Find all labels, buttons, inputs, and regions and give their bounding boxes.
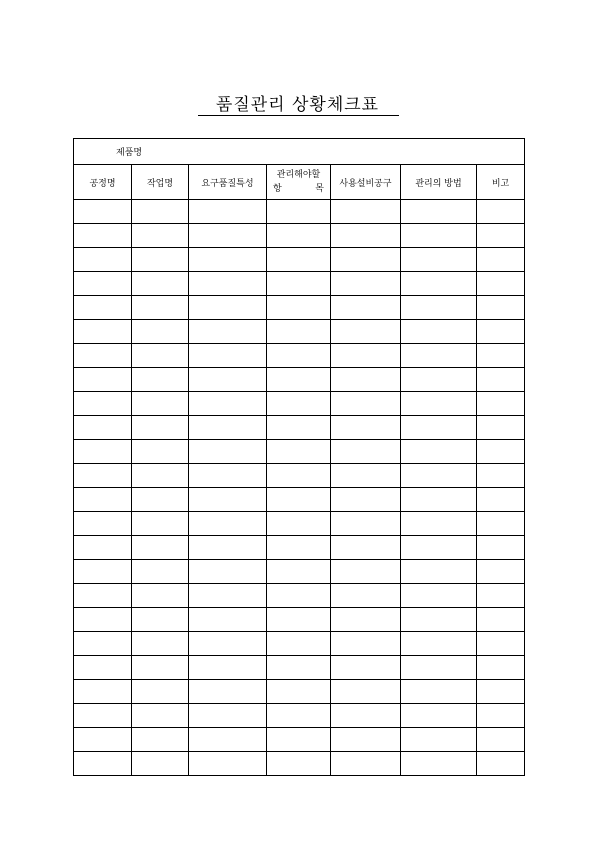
- cell-equipment[interactable]: [331, 752, 401, 776]
- cell-equipment[interactable]: [331, 560, 401, 584]
- cell-method[interactable]: [401, 440, 477, 464]
- cell-task[interactable]: [132, 632, 189, 656]
- cell-process[interactable]: [74, 680, 132, 704]
- cell-items-to-manage[interactable]: [267, 200, 331, 224]
- cell-process[interactable]: [74, 392, 132, 416]
- cell-method[interactable]: [401, 464, 477, 488]
- cell-method[interactable]: [401, 320, 477, 344]
- cell-equipment[interactable]: [331, 200, 401, 224]
- cell-method[interactable]: [401, 248, 477, 272]
- table-row: [74, 656, 525, 680]
- cell-task[interactable]: [132, 464, 189, 488]
- cell-process[interactable]: [74, 608, 132, 632]
- table-row: [74, 680, 525, 704]
- table-row: [74, 368, 525, 392]
- cell-required-quality[interactable]: [189, 272, 267, 296]
- cell-remarks[interactable]: [477, 512, 525, 536]
- header-task: 작업명: [132, 165, 189, 200]
- cell-method[interactable]: [401, 704, 477, 728]
- cell-equipment[interactable]: [331, 608, 401, 632]
- cell-remarks[interactable]: [477, 416, 525, 440]
- cell-method[interactable]: [401, 296, 477, 320]
- table-row: [74, 200, 525, 224]
- cell-process[interactable]: [74, 584, 132, 608]
- cell-items-to-manage[interactable]: [267, 272, 331, 296]
- cell-required-quality[interactable]: [189, 200, 267, 224]
- cell-task[interactable]: [132, 248, 189, 272]
- cell-equipment[interactable]: [331, 488, 401, 512]
- cell-method[interactable]: [401, 224, 477, 248]
- cell-items-to-manage[interactable]: [267, 320, 331, 344]
- header-equipment: 사용설비공구: [331, 165, 401, 200]
- cell-required-quality[interactable]: [189, 488, 267, 512]
- cell-task[interactable]: [132, 440, 189, 464]
- cell-task[interactable]: [132, 560, 189, 584]
- cell-items-to-manage[interactable]: [267, 752, 331, 776]
- cell-task[interactable]: [132, 656, 189, 680]
- cell-task[interactable]: [132, 680, 189, 704]
- cell-required-quality[interactable]: [189, 680, 267, 704]
- cell-remarks[interactable]: [477, 680, 525, 704]
- cell-remarks[interactable]: [477, 272, 525, 296]
- cell-required-quality[interactable]: [189, 416, 267, 440]
- cell-equipment[interactable]: [331, 344, 401, 368]
- cell-process[interactable]: [74, 416, 132, 440]
- cell-process[interactable]: [74, 488, 132, 512]
- cell-method[interactable]: [401, 200, 477, 224]
- product-name-row: [74, 139, 525, 165]
- cell-process[interactable]: [74, 272, 132, 296]
- cell-task[interactable]: [132, 728, 189, 752]
- table-row: [74, 320, 525, 344]
- cell-process[interactable]: [74, 368, 132, 392]
- table-row: [74, 752, 525, 776]
- header-process: 공정명: [74, 165, 132, 200]
- cell-remarks[interactable]: [477, 488, 525, 512]
- cell-items-to-manage[interactable]: [267, 464, 331, 488]
- cell-remarks[interactable]: [477, 584, 525, 608]
- cell-items-to-manage[interactable]: [267, 656, 331, 680]
- cell-method[interactable]: [401, 632, 477, 656]
- cell-items-to-manage[interactable]: [267, 560, 331, 584]
- cell-remarks[interactable]: [477, 632, 525, 656]
- cell-required-quality[interactable]: [189, 512, 267, 536]
- cell-required-quality[interactable]: [189, 368, 267, 392]
- cell-required-quality[interactable]: [189, 344, 267, 368]
- cell-equipment[interactable]: [331, 656, 401, 680]
- cell-process[interactable]: [74, 632, 132, 656]
- header-required-quality: 요구품질특성: [189, 165, 267, 200]
- cell-task[interactable]: [132, 200, 189, 224]
- table-row: [74, 560, 525, 584]
- cell-remarks[interactable]: [477, 728, 525, 752]
- cell-remarks[interactable]: [477, 200, 525, 224]
- cell-required-quality[interactable]: [189, 536, 267, 560]
- cell-task[interactable]: [132, 224, 189, 248]
- cell-remarks[interactable]: [477, 752, 525, 776]
- cell-remarks[interactable]: [477, 608, 525, 632]
- cell-items-to-manage[interactable]: [267, 296, 331, 320]
- table-row: [74, 416, 525, 440]
- cell-items-to-manage[interactable]: [267, 632, 331, 656]
- table-row: [74, 632, 525, 656]
- cell-task[interactable]: [132, 392, 189, 416]
- cell-process[interactable]: [74, 320, 132, 344]
- cell-process[interactable]: [74, 656, 132, 680]
- cell-remarks[interactable]: [477, 248, 525, 272]
- cell-task[interactable]: [132, 368, 189, 392]
- cell-items-to-manage[interactable]: [267, 584, 331, 608]
- cell-method[interactable]: [401, 680, 477, 704]
- table-row: [74, 296, 525, 320]
- cell-items-to-manage[interactable]: [267, 728, 331, 752]
- cell-equipment[interactable]: [331, 680, 401, 704]
- table-row: [74, 728, 525, 752]
- header-items-line2-a: 항: [273, 184, 282, 194]
- cell-remarks[interactable]: [477, 440, 525, 464]
- cell-required-quality[interactable]: [189, 560, 267, 584]
- cell-method[interactable]: [401, 512, 477, 536]
- cell-method[interactable]: [401, 752, 477, 776]
- cell-required-quality[interactable]: [189, 224, 267, 248]
- cell-task[interactable]: [132, 752, 189, 776]
- cell-task[interactable]: [132, 272, 189, 296]
- cell-remarks[interactable]: [477, 560, 525, 584]
- cell-task[interactable]: [132, 488, 189, 512]
- cell-process[interactable]: [74, 440, 132, 464]
- cell-method[interactable]: [401, 560, 477, 584]
- table-row: [74, 440, 525, 464]
- cell-items-to-manage[interactable]: [267, 440, 331, 464]
- cell-remarks[interactable]: [477, 392, 525, 416]
- cell-equipment[interactable]: [331, 272, 401, 296]
- cell-items-to-manage[interactable]: [267, 224, 331, 248]
- table-row: [74, 344, 525, 368]
- table-row: [74, 272, 525, 296]
- cell-items-to-manage[interactable]: [267, 344, 331, 368]
- cell-equipment[interactable]: [331, 320, 401, 344]
- cell-process[interactable]: [74, 536, 132, 560]
- header-method: 관리의 방법: [401, 165, 477, 200]
- cell-task[interactable]: [132, 704, 189, 728]
- cell-equipment[interactable]: [331, 296, 401, 320]
- cell-remarks[interactable]: [477, 656, 525, 680]
- cell-items-to-manage[interactable]: [267, 512, 331, 536]
- cell-process[interactable]: [74, 728, 132, 752]
- table-row: [74, 392, 525, 416]
- cell-remarks[interactable]: [477, 464, 525, 488]
- cell-remarks[interactable]: [477, 368, 525, 392]
- cell-process[interactable]: [74, 296, 132, 320]
- header-items-to-manage: [267, 165, 331, 200]
- cell-required-quality[interactable]: [189, 656, 267, 680]
- cell-equipment[interactable]: [331, 416, 401, 440]
- cell-task[interactable]: [132, 320, 189, 344]
- table-row: [74, 512, 525, 536]
- cell-method[interactable]: [401, 584, 477, 608]
- cell-method[interactable]: [401, 272, 477, 296]
- product-name-label: 제품명: [116, 148, 143, 158]
- title-underline: [198, 115, 399, 116]
- cell-method[interactable]: [401, 344, 477, 368]
- cell-equipment[interactable]: [331, 704, 401, 728]
- cell-task[interactable]: [132, 296, 189, 320]
- cell-required-quality[interactable]: [189, 464, 267, 488]
- table-row: [74, 584, 525, 608]
- header-items-line1: 관리해야할: [276, 170, 321, 180]
- cell-process[interactable]: [74, 224, 132, 248]
- cell-method[interactable]: [401, 656, 477, 680]
- cell-items-to-manage[interactable]: [267, 536, 331, 560]
- cell-method[interactable]: [401, 488, 477, 512]
- cell-items-to-manage[interactable]: [267, 392, 331, 416]
- product-name-cell[interactable]: [74, 139, 525, 165]
- cell-method[interactable]: [401, 608, 477, 632]
- cell-required-quality[interactable]: [189, 752, 267, 776]
- cell-required-quality[interactable]: [189, 248, 267, 272]
- header-remarks: 비고: [477, 165, 525, 200]
- cell-equipment[interactable]: [331, 248, 401, 272]
- cell-method[interactable]: [401, 536, 477, 560]
- table-row: [74, 488, 525, 512]
- cell-required-quality[interactable]: [189, 632, 267, 656]
- table-row: [74, 536, 525, 560]
- cell-equipment[interactable]: [331, 632, 401, 656]
- cell-equipment[interactable]: [331, 224, 401, 248]
- cell-equipment[interactable]: [331, 728, 401, 752]
- cell-equipment[interactable]: [331, 536, 401, 560]
- cell-required-quality[interactable]: [189, 296, 267, 320]
- cell-remarks[interactable]: [477, 536, 525, 560]
- cell-required-quality[interactable]: [189, 440, 267, 464]
- cell-process[interactable]: [74, 200, 132, 224]
- cell-task[interactable]: [132, 344, 189, 368]
- cell-method[interactable]: [401, 392, 477, 416]
- cell-remarks[interactable]: [477, 320, 525, 344]
- header-row: [74, 165, 525, 200]
- cell-process[interactable]: [74, 248, 132, 272]
- cell-required-quality[interactable]: [189, 704, 267, 728]
- cell-required-quality[interactable]: [189, 584, 267, 608]
- cell-method[interactable]: [401, 728, 477, 752]
- cell-remarks[interactable]: [477, 344, 525, 368]
- cell-items-to-manage[interactable]: [267, 608, 331, 632]
- cell-equipment[interactable]: [331, 464, 401, 488]
- cell-task[interactable]: [132, 512, 189, 536]
- cell-required-quality[interactable]: [189, 320, 267, 344]
- cell-method[interactable]: [401, 368, 477, 392]
- cell-remarks[interactable]: [477, 224, 525, 248]
- cell-equipment[interactable]: [331, 440, 401, 464]
- cell-task[interactable]: [132, 536, 189, 560]
- cell-items-to-manage[interactable]: [267, 248, 331, 272]
- cell-process[interactable]: [74, 560, 132, 584]
- quality-check-table: [73, 138, 525, 776]
- cell-process[interactable]: [74, 752, 132, 776]
- cell-items-to-manage[interactable]: [267, 488, 331, 512]
- cell-equipment[interactable]: [331, 392, 401, 416]
- cell-required-quality[interactable]: [189, 608, 267, 632]
- table-row: [74, 704, 525, 728]
- header-items-line2: [267, 182, 330, 196]
- table-row: [74, 224, 525, 248]
- cell-items-to-manage[interactable]: [267, 680, 331, 704]
- cell-task[interactable]: [132, 584, 189, 608]
- cell-items-to-manage[interactable]: [267, 704, 331, 728]
- cell-task[interactable]: [132, 608, 189, 632]
- cell-equipment[interactable]: [331, 368, 401, 392]
- table-row: [74, 608, 525, 632]
- cell-process[interactable]: [74, 464, 132, 488]
- cell-process[interactable]: [74, 704, 132, 728]
- header-items-line2-b: 목: [315, 184, 324, 194]
- cell-equipment[interactable]: [331, 512, 401, 536]
- cell-required-quality[interactable]: [189, 392, 267, 416]
- cell-process[interactable]: [74, 344, 132, 368]
- cell-remarks[interactable]: [477, 296, 525, 320]
- cell-equipment[interactable]: [331, 584, 401, 608]
- cell-items-to-manage[interactable]: [267, 368, 331, 392]
- table-row: [74, 464, 525, 488]
- table-row: [74, 248, 525, 272]
- cell-items-to-manage[interactable]: [267, 416, 331, 440]
- cell-process[interactable]: [74, 512, 132, 536]
- cell-required-quality[interactable]: [189, 728, 267, 752]
- cell-remarks[interactable]: [477, 704, 525, 728]
- cell-task[interactable]: [132, 416, 189, 440]
- page-title: 품질관리 상황체크표: [215, 95, 380, 115]
- cell-method[interactable]: [401, 416, 477, 440]
